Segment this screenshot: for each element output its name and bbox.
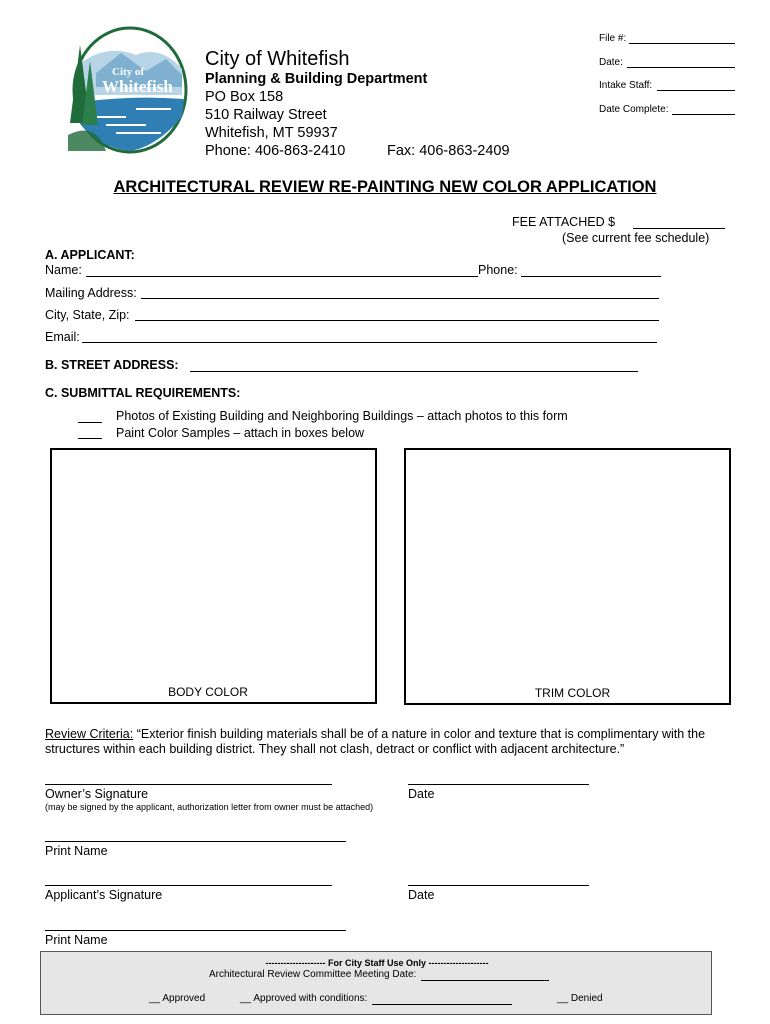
photos-checkbox[interactable] bbox=[78, 422, 102, 423]
print-name-field-1[interactable] bbox=[45, 841, 346, 842]
city-state-zip-field[interactable] bbox=[135, 320, 659, 321]
file-number-label: File #: bbox=[599, 33, 627, 44]
city-state-zip-label: City, State, Zip: bbox=[45, 308, 130, 322]
owner-date-label: Date bbox=[408, 787, 435, 801]
body-color-label: BODY COLOR bbox=[168, 685, 248, 699]
print-name-label-1: Print Name bbox=[45, 844, 108, 858]
fax-number: Fax: 406-863-2409 bbox=[387, 143, 510, 159]
meeting-date-label: Architectural Review Committee Meeting Date: bbox=[209, 969, 417, 980]
form-title: ARCHITECTURAL REVIEW RE-PAINTING NEW COLOR APPLICATION bbox=[113, 178, 657, 196]
section-a-heading: A. APPLICANT: bbox=[45, 248, 135, 262]
department-name: Planning & Building Department bbox=[205, 71, 428, 87]
applicant-signature-field[interactable] bbox=[45, 885, 332, 886]
street-address-field[interactable] bbox=[190, 371, 638, 372]
email-field[interactable] bbox=[82, 342, 657, 343]
section-c-heading: C. SUBMITTAL REQUIREMENTS: bbox=[45, 386, 241, 400]
applicant-signature-label: Applicant’s Signature bbox=[45, 888, 163, 902]
staff-use-heading: -------------------- For City Staff Use Only -------------------- bbox=[265, 958, 489, 968]
denied-option[interactable]: __ Denied bbox=[557, 993, 603, 1004]
review-criteria-label: Review Criteria: bbox=[45, 727, 134, 741]
date-complete-label: Date Complete: bbox=[599, 104, 669, 115]
fee-label: FEE ATTACHED $ bbox=[512, 215, 616, 229]
body-color-box[interactable] bbox=[50, 448, 377, 704]
date-complete-field[interactable] bbox=[672, 114, 735, 115]
review-criteria-text-2: structures within each building district. They shall not clash, detract or conflict with adjacent architecture.” bbox=[45, 742, 625, 756]
print-name-field-2[interactable] bbox=[45, 930, 346, 931]
city-name: City of Whitefish bbox=[205, 48, 350, 70]
conditions-field[interactable] bbox=[372, 1004, 512, 1005]
owner-date-field[interactable] bbox=[408, 784, 589, 785]
requirement-paint-samples: Paint Color Samples – attach in boxes below bbox=[116, 426, 365, 440]
trim-color-label: TRIM COLOR bbox=[534, 686, 611, 700]
file-number-field[interactable] bbox=[629, 43, 735, 44]
owner-signature-note: (may be signed by the applicant, authorization letter from owner must be attached) bbox=[45, 802, 374, 812]
applicant-date-label: Date bbox=[408, 888, 435, 902]
po-box: PO Box 158 bbox=[205, 89, 284, 105]
logo-line2: Whitefish bbox=[102, 77, 173, 96]
fee-note: (See current fee schedule) bbox=[562, 231, 710, 245]
name-label: Name: bbox=[45, 263, 82, 277]
date-label: Date: bbox=[599, 57, 623, 68]
mailing-address-field[interactable] bbox=[141, 298, 659, 299]
paint-samples-checkbox[interactable] bbox=[78, 438, 102, 439]
print-name-label-2: Print Name bbox=[45, 933, 108, 947]
staff-use-box bbox=[40, 951, 712, 1015]
meeting-date-field[interactable] bbox=[421, 980, 549, 981]
mailing-address-label: Mailing Address: bbox=[45, 286, 137, 300]
owner-signature-field[interactable] bbox=[45, 784, 332, 785]
owner-signature-label: Owner’s Signature bbox=[45, 787, 149, 801]
fee-field[interactable] bbox=[633, 228, 725, 229]
intake-staff-field[interactable] bbox=[657, 90, 735, 91]
email-label: Email: bbox=[45, 330, 80, 344]
trim-color-box[interactable] bbox=[404, 448, 731, 705]
logo-line1: City of bbox=[112, 66, 145, 78]
intake-staff-label: Intake Staff: bbox=[599, 80, 653, 91]
city-logo bbox=[66, 25, 188, 155]
review-criteria-text-1: “Exterior finish building materials shall be of a nature in color and texture that is complimentary with the bbox=[133, 727, 706, 741]
review-criteria bbox=[45, 727, 745, 741]
phone-label: Phone: bbox=[478, 263, 518, 277]
name-field[interactable] bbox=[86, 276, 478, 277]
city-state-zip: Whitefish, MT 59937 bbox=[205, 125, 338, 141]
phone-number: Phone: 406-863-2410 bbox=[205, 143, 346, 159]
date-field[interactable] bbox=[627, 67, 735, 68]
section-b-heading: B. STREET ADDRESS: bbox=[45, 358, 179, 372]
phone-field[interactable] bbox=[521, 276, 661, 277]
requirement-photos: Photos of Existing Building and Neighboring Buildings – attach photos to this form bbox=[116, 409, 568, 423]
street-address: 510 Railway Street bbox=[205, 107, 327, 123]
approved-option[interactable]: __ Approved bbox=[149, 993, 206, 1004]
applicant-date-field[interactable] bbox=[408, 885, 589, 886]
approved-conditions-option[interactable]: __ Approved with conditions: bbox=[240, 993, 368, 1004]
